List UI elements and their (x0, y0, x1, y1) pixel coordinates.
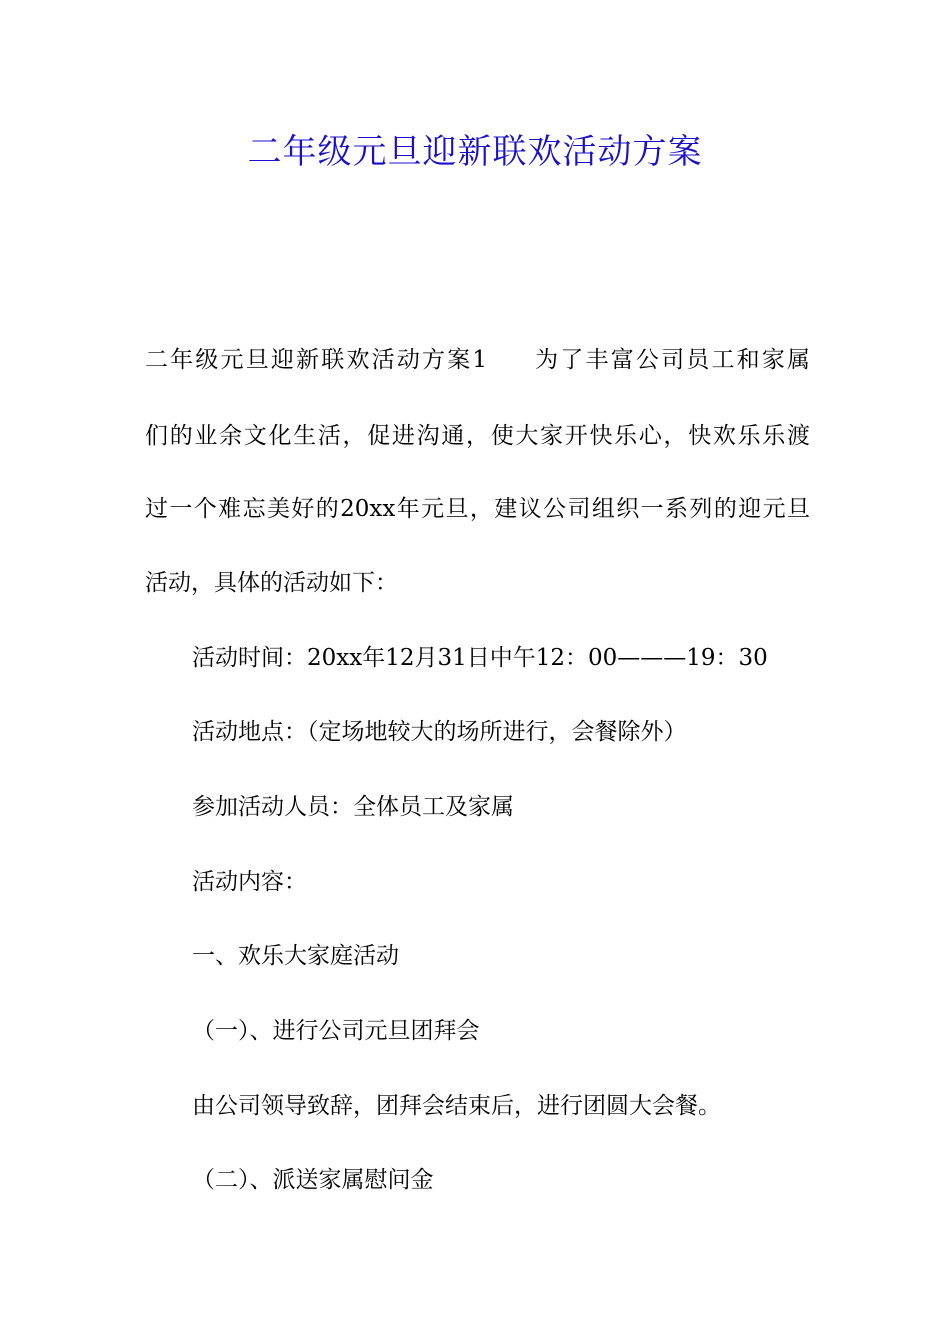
activity-time: 活动时间：20xx年12月31日中午12：00———19：30 (192, 645, 768, 671)
intro-line-2: 们的业余文化生活，促进沟通，使大家开快乐心，快欢乐乐渡 (145, 423, 810, 449)
subsection-heading-1: （一）、进行公司元旦团拜会 (192, 1018, 480, 1044)
activity-location: 活动地点：（定场地较大的场所进行，会餐除外） (192, 719, 687, 745)
document-title: 二年级元旦迎新联欢活动方案 (247, 132, 703, 172)
intro-line-3: 过一个难忘美好的20xx年元旦，建议公司组织一系列的迎元旦 (145, 496, 810, 522)
subsection-heading-2: （二）、派送家属慰问金 (192, 1167, 434, 1193)
intro-heading: 二年级元旦迎新联欢活动方案1 (145, 347, 487, 373)
activity-content-heading: 活动内容： (192, 869, 307, 895)
activity-participants: 参加活动人员：全体员工及家属 (192, 794, 514, 820)
intro-line-1 (145, 342, 810, 378)
section-heading-1: 一、欢乐大家庭活动 (192, 943, 399, 969)
intro-line-1-text: 为了丰富公司员工和家属 (533, 347, 810, 373)
subsection-1-body: 由公司领导致辞，团拜会结束后，进行团圆大会餐。 (192, 1093, 721, 1119)
intro-line-4: 活动，具体的活动如下： (145, 570, 398, 596)
